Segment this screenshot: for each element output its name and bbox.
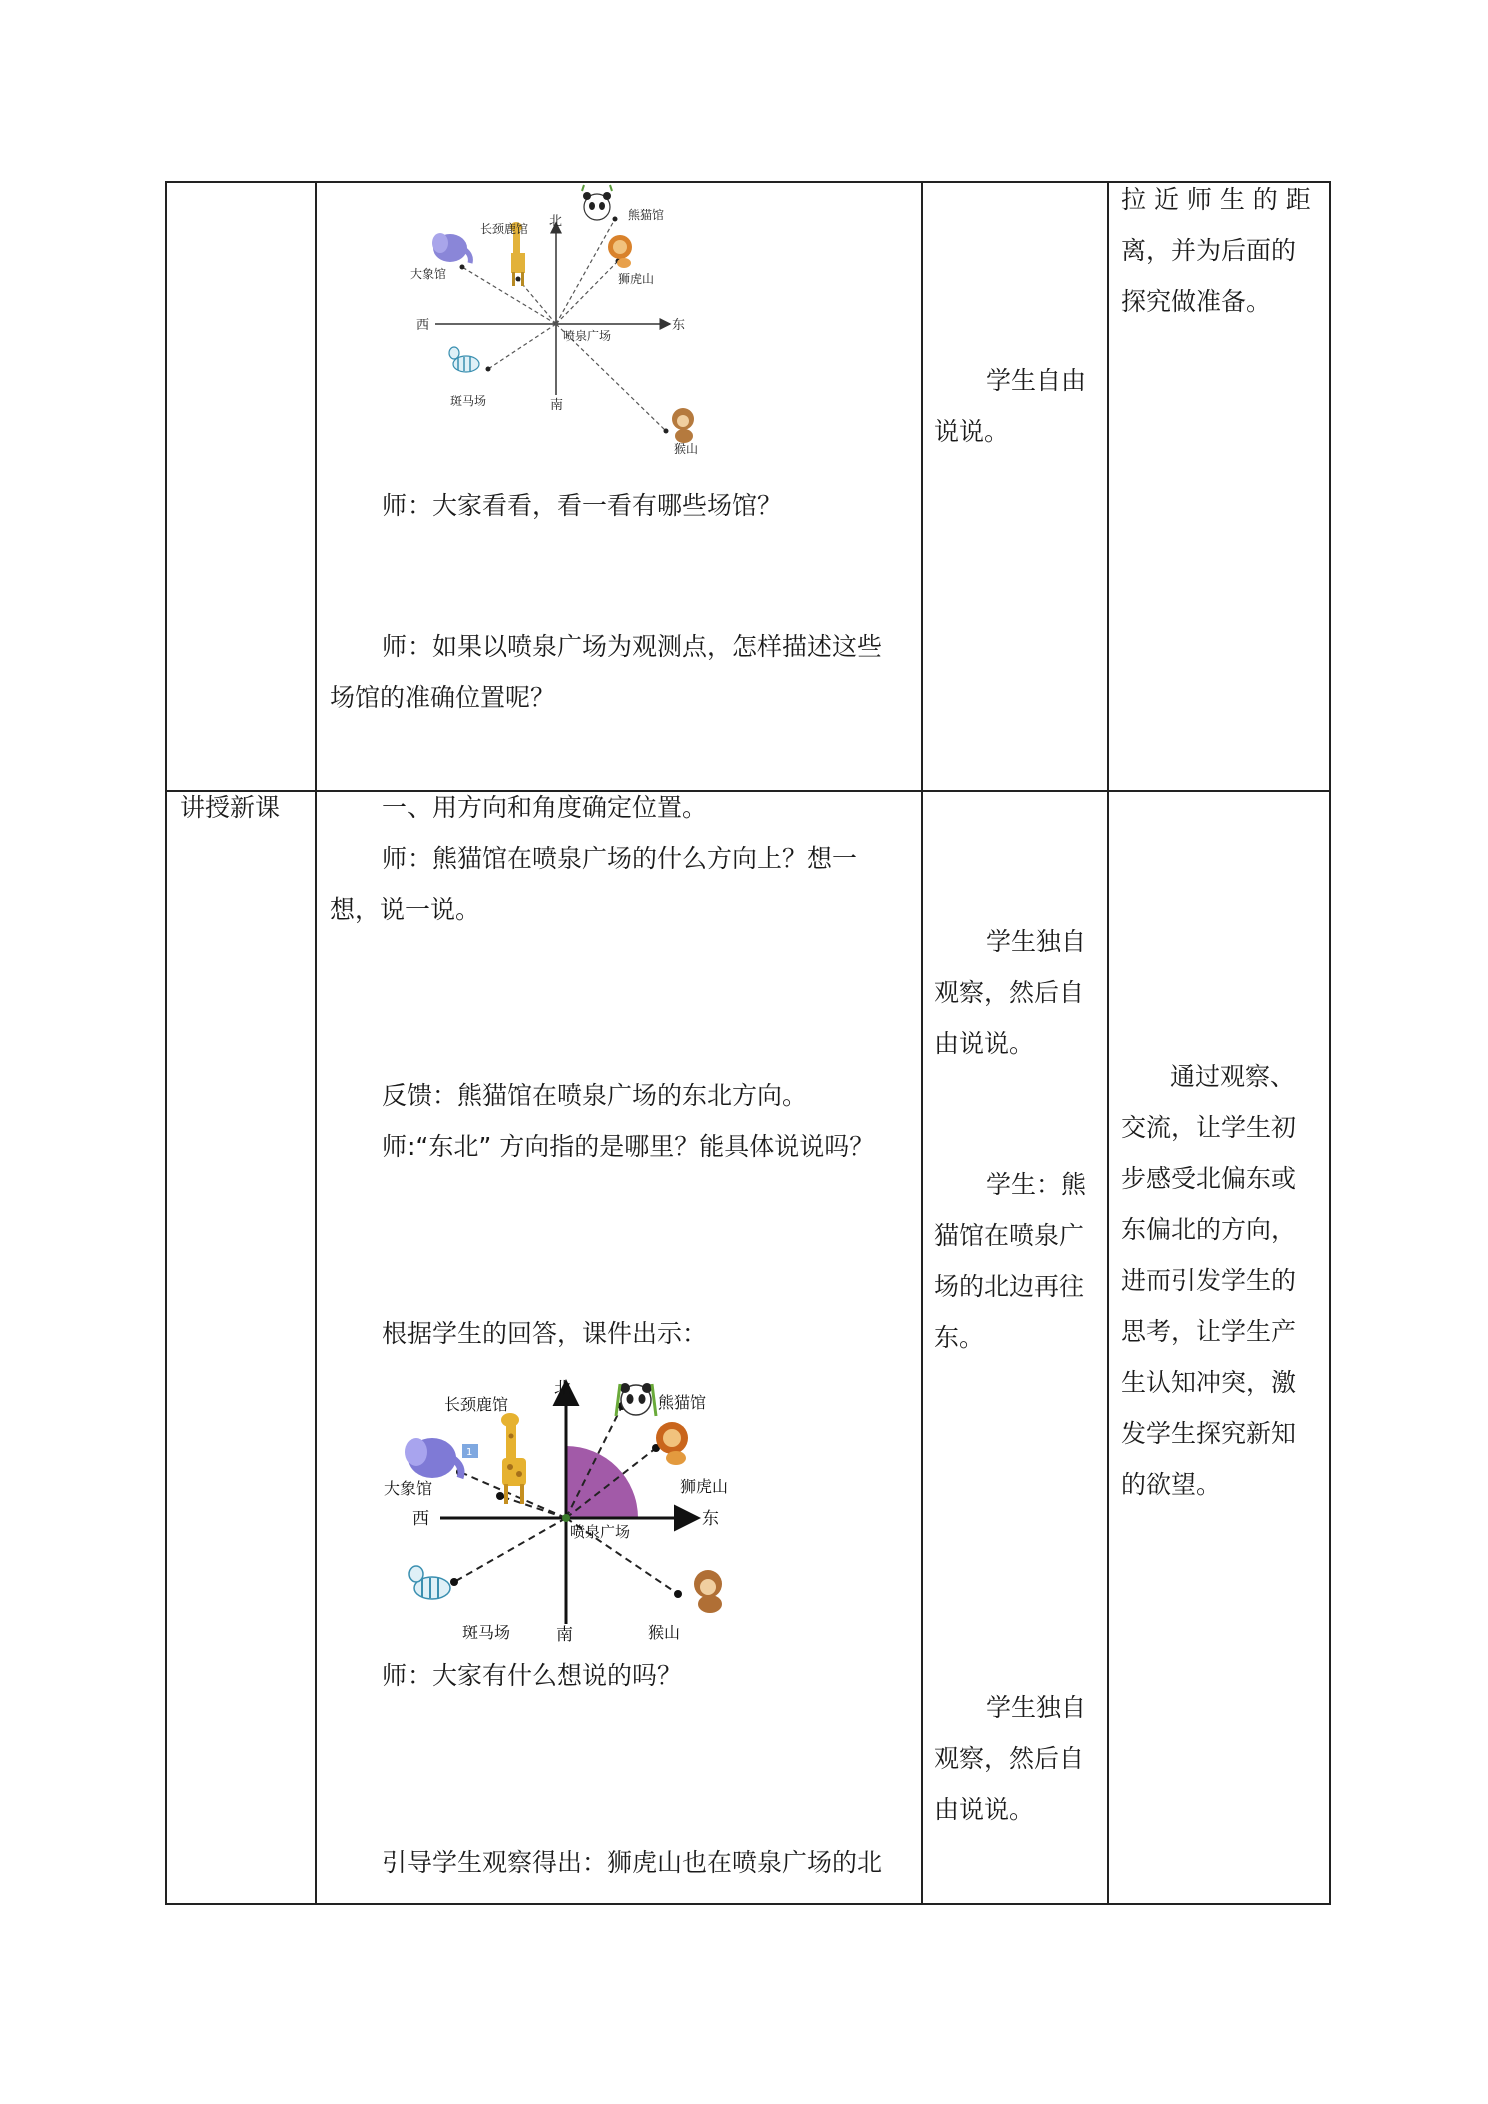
badge-icon [462,1444,478,1458]
table-row-divider [165,790,1331,792]
label-west: 西 [412,1509,429,1529]
giraffe-icon [501,1413,526,1504]
student-activity-2c: 由说说。 [934,1029,1035,1058]
label-giraffe: 长颈鹿馆 [444,1395,509,1414]
para-3: 反馈：熊猫馆在喷泉广场的东北方向。 [382,1081,808,1110]
label-east: 东 [702,1509,719,1529]
student-activity-2a: 学生独自 [986,927,1087,956]
table-col-divider-3 [1107,181,1109,1905]
lion-icon [656,1422,688,1465]
label-west: 西 [416,318,430,333]
student-answer-d: 东。 [934,1323,985,1352]
table-col-divider-2 [921,181,923,1905]
line-to-zebra [454,1518,566,1582]
para-2-line1: 师：熊猫馆在喷泉广场的什么方向上？想一 [382,844,858,873]
para-6: 师：大家有什么想说的吗？ [382,1661,683,1690]
para-1: 一、用方向和角度确定位置。 [382,793,708,822]
label-east: 东 [672,318,686,333]
label-north: 北 [554,1379,571,1399]
para-4: 师:“东北” 方向指的是哪里？能具体说说吗？ [382,1132,875,1161]
student-answer-b: 猫馆在喷泉广 [934,1221,1085,1250]
para-5: 根据学生的回答，课件出示： [382,1319,708,1348]
zebra-icon [449,347,479,372]
line-to-giraffe [500,1496,566,1518]
label-south: 南 [550,398,564,413]
teacher-question-1: 师：大家看看，看一看有哪些场馆？ [382,491,783,520]
para-2-line2: 想，说一说。 [330,895,481,924]
student-activity-1a: 学生自由 [986,366,1087,395]
label-south: 南 [556,1625,573,1642]
design-intent-1c: 探究做准备。 [1121,287,1272,316]
student-activity-3a: 学生独自 [986,1693,1087,1722]
elephant-icon [432,233,470,263]
label-monkey: 猴山 [648,1623,681,1642]
line-to-lion [556,261,618,324]
student-answer-c: 场的北边再往 [934,1272,1085,1301]
student-activity-1b: 说说。 [934,417,1010,446]
label-lion: 狮虎山 [680,1477,729,1496]
table-border-right [1329,181,1331,1905]
panda-icon [582,185,612,220]
table-border-left [165,181,167,1905]
monkey-icon [694,1570,722,1613]
label-zebra: 斑马场 [462,1623,511,1642]
lion-icon [608,235,632,268]
student-activity-3b: 观察，然后自 [934,1744,1085,1773]
teacher-question-2-line1: 师：如果以喷泉广场为观测点，怎样描述这些 [382,632,883,661]
design-intent-2-8: 发学生探究新知 [1121,1419,1297,1448]
student-activity-3c: 由说说。 [934,1795,1035,1824]
panda-icon [616,1383,656,1416]
label-lion: 狮虎山 [618,272,655,286]
northeast-sector [566,1446,638,1518]
line-to-zebra [488,324,556,369]
teacher-question-2-line2: 场馆的准确位置呢？ [330,683,556,712]
design-intent-2-9: 的欲望。 [1121,1470,1222,1499]
label-zebra: 斑马场 [450,394,487,408]
design-intent-1a: 拉 近 师 生 的 距 [1121,185,1311,214]
design-intent-2-7: 生认知冲突，激 [1121,1368,1297,1397]
label-north: 北 [549,214,563,229]
design-intent-2-1: 通过观察、 [1170,1062,1296,1091]
design-intent-2-5: 进而引发学生的 [1121,1266,1297,1295]
design-intent-1b: 离，并为后面的 [1121,236,1297,265]
label-elephant: 大象馆 [384,1479,433,1498]
stage-label: 讲授新课 [180,793,281,822]
label-center: 喷泉广场 [570,1523,631,1541]
line-to-elephant [462,267,556,324]
line-to-panda [556,219,615,324]
student-answer-a: 学生：熊 [986,1170,1087,1199]
zoo-direction-map-large [380,1372,760,1642]
label-panda: 熊猫馆 [658,1393,707,1412]
zebra-icon [409,1566,450,1599]
label-monkey: 猴山 [674,442,699,456]
badge-text: 1 [466,1447,473,1458]
zoo-direction-map-small [400,183,730,463]
design-intent-2-3: 步感受北偏东或 [1121,1164,1297,1193]
table-border-bottom [165,1903,1331,1905]
table-col-divider-1 [315,181,317,1905]
para-7: 引导学生观察得出：狮虎山也在喷泉广场的北 [382,1848,883,1877]
design-intent-2-6: 思考，让学生产 [1121,1317,1297,1346]
label-panda: 熊猫馆 [628,208,665,222]
design-intent-2-4: 东偏北的方向， [1121,1215,1297,1244]
elephant-icon [405,1438,461,1478]
label-giraffe: 长颈鹿馆 [480,222,529,236]
label-center: 喷泉广场 [563,329,612,343]
monkey-icon [672,408,694,443]
design-intent-2-2: 交流，让学生初 [1121,1113,1297,1142]
student-activity-2b: 观察，然后自 [934,978,1085,1007]
label-elephant: 大象馆 [410,267,447,281]
